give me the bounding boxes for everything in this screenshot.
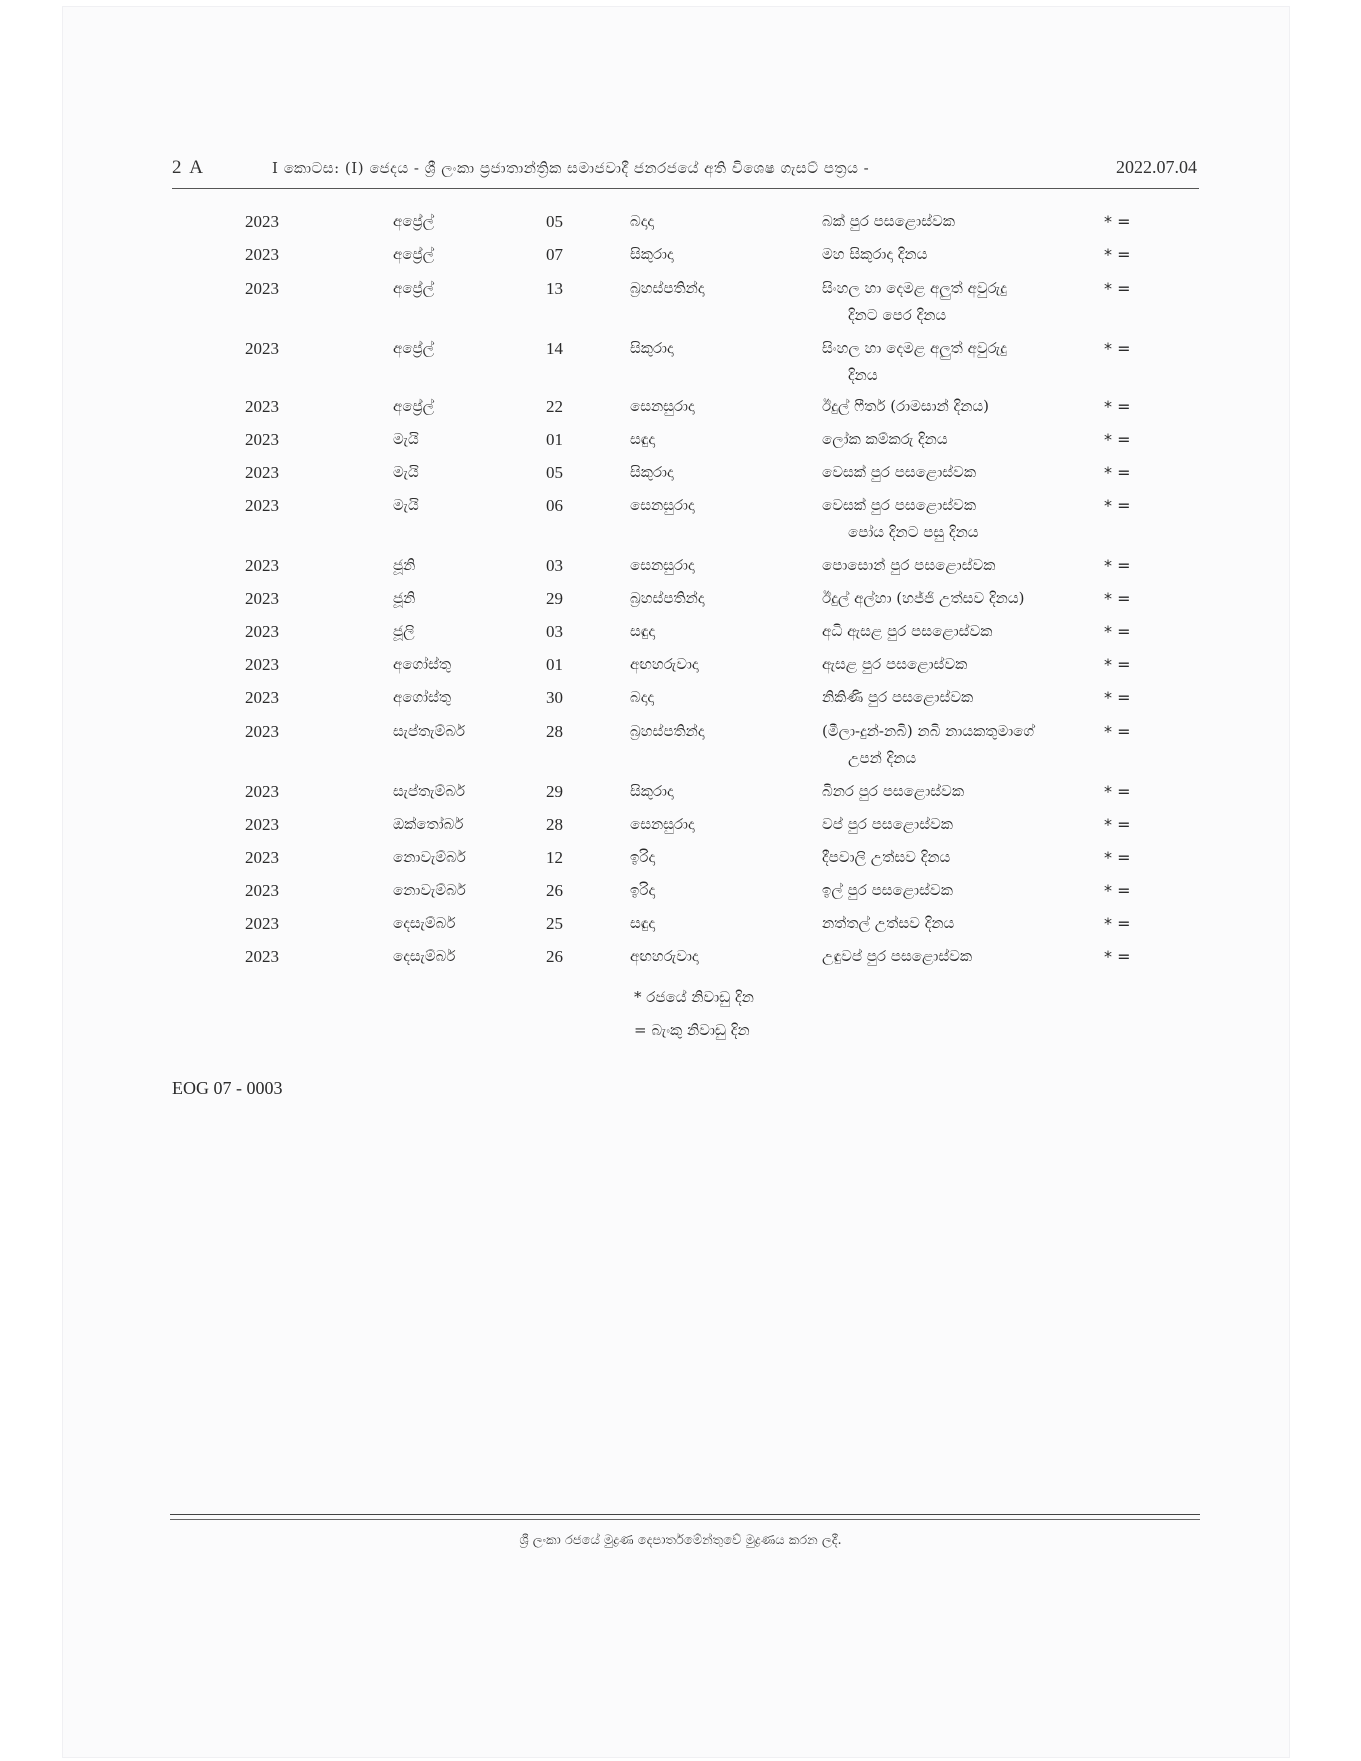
holiday-name-line: වෙසක් පුර පසළොස්වක <box>822 496 977 514</box>
holiday-name <box>822 335 1097 389</box>
holiday-year: 2023 <box>245 496 279 515</box>
page-number: 2 A <box>172 157 205 178</box>
holiday-name <box>822 275 1097 329</box>
holiday-name-line: ඉල් පුර පසළොස්වක <box>822 881 953 899</box>
holiday-month: අගෝස්තු <box>393 688 452 706</box>
holiday-marks: * = <box>1104 589 1131 608</box>
holiday-name-line: පොසොන් පුර පසළොස්වක <box>822 556 996 574</box>
holiday-day: 03 <box>546 622 563 641</box>
gazette-title: I කොටස: (I) ජෙදය - ශ්‍රී ලංකා ප්‍රජාතාන්ත්‍රික සමාජවාදී ජනරජයේ අති විශෙෂ ගැසට් පත්‍රය - <box>272 159 870 177</box>
holiday-year: 2023 <box>245 848 279 867</box>
holiday-marks: * = <box>1104 496 1131 515</box>
holiday-year: 2023 <box>245 245 279 264</box>
holiday-weekday: සඳුදා <box>630 914 656 932</box>
holiday-day: 05 <box>546 463 563 482</box>
holiday-year: 2023 <box>245 339 279 358</box>
holiday-name-line: වෙසක් පුර පසළොස්වක <box>822 463 977 481</box>
holiday-month: නොවැම්බර් <box>393 848 466 866</box>
holiday-weekday: අඟහරුවාදා <box>630 655 699 673</box>
gazette-date: 2022.07.04 <box>1116 157 1197 177</box>
holiday-name-line: ඊදුල් ෆීතර් (රාමසාන් දිනය) <box>822 397 990 415</box>
holiday-month: අප්‍රේල් <box>393 245 435 263</box>
holiday-year: 2023 <box>245 688 279 707</box>
holiday-day: 22 <box>546 397 563 416</box>
holiday-day: 07 <box>546 245 563 264</box>
holiday-day: 25 <box>546 914 563 933</box>
holiday-year: 2023 <box>245 279 279 298</box>
holiday-weekday: සෙනසුරාදා <box>630 556 695 574</box>
holiday-marks: * = <box>1104 397 1131 416</box>
holiday-weekday: බදාදා <box>630 688 655 706</box>
holiday-marks: * = <box>1104 848 1131 867</box>
holiday-weekday: ඉරිදා <box>630 881 656 899</box>
holiday-day: 29 <box>546 589 563 608</box>
holiday-year: 2023 <box>245 722 279 741</box>
holiday-month: අප්‍රේල් <box>393 339 435 357</box>
holiday-name-line: බක් පුර පසළොස්වක <box>822 212 955 230</box>
holiday-name-line-cont: උපන් දිනය <box>848 749 917 767</box>
holiday-marks: * = <box>1104 622 1131 641</box>
holiday-year: 2023 <box>245 947 279 966</box>
holiday-marks: * = <box>1104 881 1131 900</box>
holiday-name <box>822 618 1097 645</box>
holiday-name <box>822 492 1097 546</box>
holiday-name-line-cont: දිනට පෙර දිනය <box>848 306 947 324</box>
holiday-day: 12 <box>546 848 563 867</box>
holiday-weekday: බදාදා <box>630 212 655 230</box>
holiday-month: ජූලි <box>393 622 415 640</box>
holiday-marks: * = <box>1104 914 1131 933</box>
holiday-name <box>822 778 1097 805</box>
document-code: EOG 07 - 0003 <box>172 1078 283 1098</box>
holiday-day: 01 <box>546 655 563 674</box>
holiday-marks: * = <box>1104 947 1131 966</box>
holiday-month: සැප්තැම්බර් <box>393 782 466 800</box>
holiday-name-line: ලෝක කම්කරු දිනය <box>822 430 948 448</box>
holiday-name <box>822 910 1097 937</box>
holiday-year: 2023 <box>245 815 279 834</box>
holiday-month: ජූනි <box>393 589 416 607</box>
legend-bank-holiday: = බැංකු නිවාඩු දින <box>634 1021 750 1039</box>
holiday-year: 2023 <box>245 881 279 900</box>
holiday-name <box>822 651 1097 678</box>
holiday-name <box>822 684 1097 711</box>
holiday-year: 2023 <box>245 212 279 231</box>
holiday-month: මැයි <box>393 463 419 481</box>
holiday-weekday: සෙනසුරාදා <box>630 496 695 514</box>
legend-state-holiday: * රජයේ නිවාඩු දින <box>634 988 754 1006</box>
holiday-month: සැප්තැම්බර් <box>393 722 466 740</box>
holiday-month: ඔක්තෝබර් <box>393 815 464 833</box>
holiday-name-line: සිංහල හා දෙමළ අලුත් අවුරුදු <box>822 339 1007 357</box>
holiday-name <box>822 208 1097 235</box>
holiday-year: 2023 <box>245 914 279 933</box>
holiday-name-line-cont: පෝය දිනට පසු දිනය <box>848 523 979 541</box>
holiday-marks: * = <box>1104 688 1131 707</box>
holiday-marks: * = <box>1104 556 1131 575</box>
holiday-marks: * = <box>1104 463 1131 482</box>
holiday-name <box>822 459 1097 486</box>
holiday-weekday: සිකුරාදා <box>630 339 674 357</box>
holiday-day: 01 <box>546 430 563 449</box>
holiday-name-line: ඇසළ පුර පසළොස්වක <box>822 655 968 673</box>
holiday-month: නොවැම්බර් <box>393 881 466 899</box>
holiday-marks: * = <box>1104 655 1131 674</box>
holiday-name-line-cont: දිනය <box>848 366 878 384</box>
holiday-year: 2023 <box>245 589 279 608</box>
holiday-year: 2023 <box>245 782 279 801</box>
holiday-month: මැයි <box>393 430 419 448</box>
holiday-day: 06 <box>546 496 563 515</box>
holiday-name-line: නත්තල් උත්සව දිනය <box>822 914 955 932</box>
holiday-day: 14 <box>546 339 563 358</box>
holiday-month: දෙසැම්බර් <box>393 914 456 932</box>
holiday-weekday: ඉරිදා <box>630 848 656 866</box>
holiday-weekday: සඳුදා <box>630 622 656 640</box>
footer-rule <box>170 1514 1200 1515</box>
holiday-year: 2023 <box>245 463 279 482</box>
holiday-weekday: බ්‍රහස්පතින්දා <box>630 279 705 297</box>
holiday-name-line: උඳුවප් පුර පසළොස්වක <box>822 947 973 965</box>
holiday-marks: * = <box>1104 245 1131 264</box>
holiday-weekday: බ්‍රහස්පතින්දා <box>630 589 705 607</box>
holiday-day: 26 <box>546 881 563 900</box>
holiday-year: 2023 <box>245 655 279 674</box>
holiday-day: 30 <box>546 688 563 707</box>
holiday-weekday: සිකුරාදා <box>630 245 674 263</box>
holiday-name <box>822 393 1097 420</box>
holiday-marks: * = <box>1104 339 1131 358</box>
holiday-day: 03 <box>546 556 563 575</box>
holiday-marks: * = <box>1104 430 1131 449</box>
holiday-month: ජූනි <box>393 556 416 574</box>
holiday-weekday: සිකුරාදා <box>630 782 674 800</box>
holiday-day: 05 <box>546 212 563 231</box>
holiday-year: 2023 <box>245 397 279 416</box>
holiday-name <box>822 718 1097 772</box>
holiday-name-line: අධි ඇසළ පුර පසළොස්වක <box>822 622 993 640</box>
holiday-name-line: සිංහල හා දෙමළ අලුත් අවුරුදු <box>822 279 1007 297</box>
holiday-weekday: සිකුරාදා <box>630 463 674 481</box>
holiday-weekday: සෙනසුරාදා <box>630 815 695 833</box>
holiday-weekday: සඳුදා <box>630 430 656 448</box>
holiday-day: 28 <box>546 815 563 834</box>
holiday-day: 26 <box>546 947 563 966</box>
holiday-name-line: වප් පුර පසළොස්වක <box>822 815 953 833</box>
holiday-name-line: ඊදුල් අල්හා (හජ්ජි උත්සව දිනය) <box>822 589 1025 607</box>
holiday-name-line: (මීලා-දුන්-නබි) නබි නායකතුමාගේ <box>822 722 1035 740</box>
holiday-name-line: මහ සිකුරාදා දිනය <box>822 245 928 263</box>
holiday-weekday: සෙනසුරාදා <box>630 397 695 415</box>
holiday-name-line: දීපවාලි උත්සව දිනය <box>822 848 951 866</box>
holiday-name <box>822 585 1097 612</box>
holiday-month: අප්‍රේල් <box>393 212 435 230</box>
holiday-month: අගෝස්තු <box>393 655 452 673</box>
holiday-name <box>822 426 1097 453</box>
printer-footer: ශ්‍රී ලංකා රජයේ මුද්‍රණ දෙපාර්තමේන්තුවේ මුද්‍රණය කරන ලදී. <box>519 1533 842 1548</box>
holiday-marks: * = <box>1104 782 1131 801</box>
holiday-year: 2023 <box>245 622 279 641</box>
holiday-name <box>822 943 1097 970</box>
holiday-marks: * = <box>1104 212 1131 231</box>
holiday-name-line: බිනර පුර පසළොස්වක <box>822 782 965 800</box>
header-rule <box>172 188 1199 189</box>
holiday-month: මැයි <box>393 496 419 514</box>
holiday-month: අප්‍රේල් <box>393 279 435 297</box>
holiday-name <box>822 877 1097 904</box>
holiday-marks: * = <box>1104 815 1131 834</box>
holiday-day: 28 <box>546 722 563 741</box>
holiday-name <box>822 844 1097 871</box>
holiday-name <box>822 241 1097 268</box>
holiday-year: 2023 <box>245 430 279 449</box>
holiday-name <box>822 811 1097 838</box>
holiday-month: අප්‍රේල් <box>393 397 435 415</box>
holiday-weekday: අඟහරුවාදා <box>630 947 699 965</box>
holiday-weekday: බ්‍රහස්පතින්දා <box>630 722 705 740</box>
page-header <box>172 153 1197 183</box>
holiday-marks: * = <box>1104 722 1131 741</box>
holiday-marks: * = <box>1104 279 1131 298</box>
holiday-day: 29 <box>546 782 563 801</box>
holiday-name <box>822 552 1097 579</box>
holiday-name-line: නිකිණි පුර පසළොස්වක <box>822 688 974 706</box>
footer-rule-inner <box>170 1519 1200 1520</box>
holiday-day: 13 <box>546 279 563 298</box>
holiday-month: දෙසැම්බර් <box>393 947 456 965</box>
holiday-year: 2023 <box>245 556 279 575</box>
